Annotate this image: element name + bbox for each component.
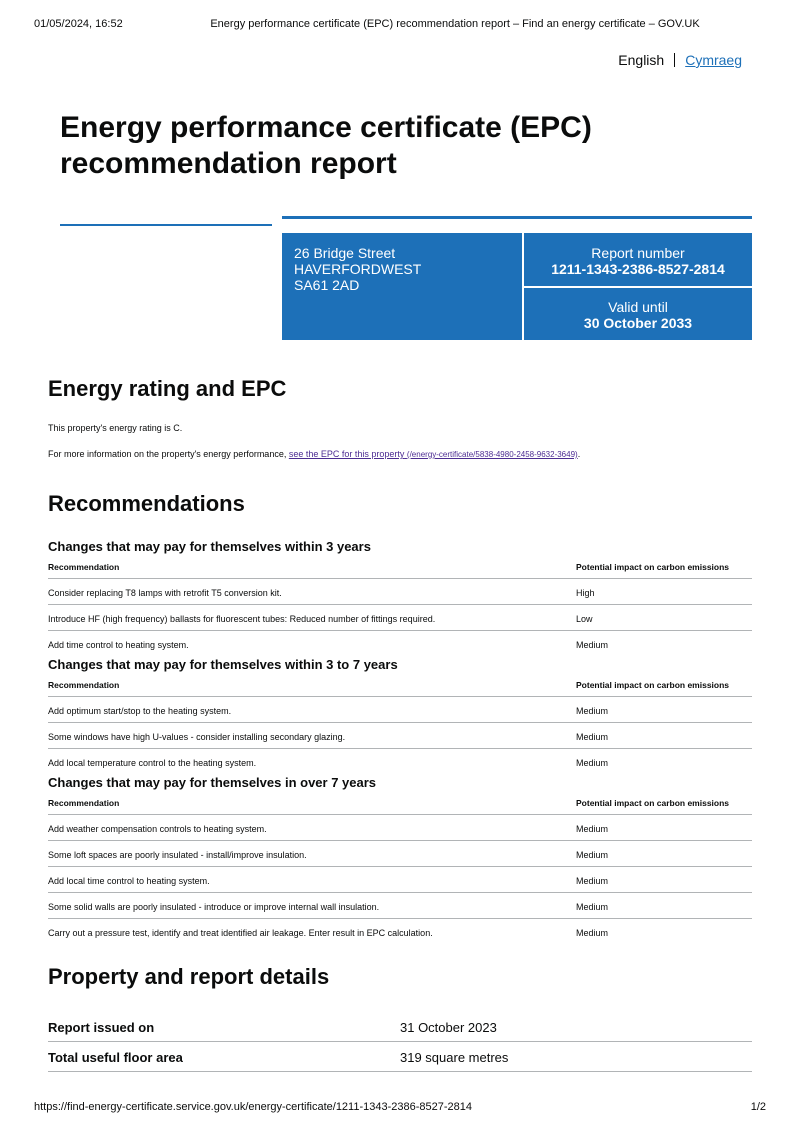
details-label: Total useful floor area bbox=[48, 1050, 183, 1065]
energy-more-info bbox=[48, 448, 580, 461]
epc-link[interactable] bbox=[289, 449, 578, 459]
recommendations-table-over-7-years bbox=[48, 792, 752, 944]
group-title-3-to-7-years: Changes that may pay for themselves within 3 to 7 years bbox=[48, 657, 398, 672]
more-info-suffix: . bbox=[577, 449, 581, 459]
column-header-impact: Potential impact on carbon emissions bbox=[576, 562, 730, 572]
details-value: 319 square metres bbox=[400, 1050, 509, 1065]
impact-value: Medium bbox=[576, 824, 609, 834]
impact-value: Medium bbox=[576, 640, 609, 650]
recommendation-text: Add local temperature control to the heating system. bbox=[48, 758, 257, 768]
valid-until-date: 30 October 2033 bbox=[583, 315, 693, 331]
address-line-3: SA61 2AD bbox=[294, 277, 360, 293]
recommendation-text: Add local time control to heating system. bbox=[48, 876, 210, 886]
epc-link-text: see the EPC for this property bbox=[288, 449, 405, 459]
table-row bbox=[48, 696, 752, 722]
recommendations-heading: Recommendations bbox=[48, 491, 245, 516]
valid-until-label: Valid until bbox=[608, 299, 668, 315]
table-row bbox=[48, 604, 752, 630]
column-header-impact: Potential impact on carbon emissions bbox=[576, 798, 730, 808]
table-row bbox=[48, 748, 752, 774]
table-row bbox=[48, 892, 752, 918]
details-value: 31 October 2023 bbox=[400, 1020, 497, 1035]
property-details-heading: Property and report details bbox=[48, 964, 330, 989]
recommendation-text: Consider replacing T8 lamps with retrofit T5 conversion kit. bbox=[48, 588, 282, 598]
epc-link-path: (/energy-certificate/5838-4980-2458-9632-3649) bbox=[406, 450, 578, 459]
property-address bbox=[294, 245, 421, 293]
report-number: 1211-1343-2386-8527-2814 bbox=[551, 261, 725, 277]
column-header-recommendation: Recommendation bbox=[48, 680, 120, 690]
details-label: Report issued on bbox=[48, 1020, 155, 1035]
summary-top-rule bbox=[282, 216, 752, 219]
certificate-summary-box bbox=[282, 233, 752, 340]
impact-value: Medium bbox=[576, 706, 609, 716]
impact-value: Medium bbox=[576, 928, 609, 938]
details-row bbox=[48, 1012, 752, 1042]
print-footer bbox=[34, 1101, 766, 1115]
language-divider bbox=[674, 53, 675, 67]
recommendation-text: Some loft spaces are poorly insulated - install/improve insulation. bbox=[48, 850, 307, 860]
recommendation-text: Carry out a pressure test, identify and treat identified air leakage. Enter result in EPC calculation. bbox=[48, 928, 433, 938]
group-title-over-7-years: Changes that may pay for themselves in over 7 years bbox=[48, 775, 377, 790]
impact-value: Medium bbox=[576, 902, 609, 912]
recommendation-text: Add time control to heating system. bbox=[48, 640, 189, 650]
language-switcher bbox=[618, 52, 742, 68]
print-timestamp: 01/05/2024, 16:52 bbox=[34, 18, 123, 30]
property-details-list bbox=[48, 1012, 752, 1072]
recommendation-text: Some windows have high U-values - consider installing secondary glazing. bbox=[48, 732, 346, 742]
table-row bbox=[48, 722, 752, 748]
impact-value: Medium bbox=[576, 850, 609, 860]
print-header bbox=[34, 18, 766, 32]
recommendation-text: Some solid walls are poorly insulated - introduce or improve internal wall insulation. bbox=[48, 902, 380, 912]
column-header-recommendation: Recommendation bbox=[48, 562, 120, 572]
print-page-number: 1/2 bbox=[750, 1101, 766, 1113]
page-title: Energy performance certificate (EPC) recommendation report bbox=[60, 111, 592, 180]
impact-value: High bbox=[576, 588, 595, 598]
table-header bbox=[48, 674, 752, 696]
valid-until-cell bbox=[524, 299, 752, 331]
table-row bbox=[48, 866, 752, 892]
table-row bbox=[48, 814, 752, 840]
recommendation-text: Add weather compensation controls to heating system. bbox=[48, 824, 267, 834]
table-header bbox=[48, 792, 752, 814]
print-url: https://find-energy-certificate.service.gov.uk/energy-certificate/1211-1343-2386-8527-2814 bbox=[34, 1101, 473, 1113]
impact-value: Medium bbox=[576, 732, 609, 742]
group-title-within-3-years: Changes that may pay for themselves within 3 years bbox=[48, 539, 371, 554]
column-header-recommendation: Recommendation bbox=[48, 798, 120, 808]
more-info-prefix: For more information on the property's energy performance, bbox=[48, 449, 289, 459]
details-row bbox=[48, 1042, 752, 1072]
summary-divider-horizontal bbox=[524, 286, 752, 288]
address-line-1: 26 Bridge Street bbox=[294, 245, 396, 261]
title-underline bbox=[60, 224, 272, 226]
impact-value: Medium bbox=[576, 876, 609, 886]
address-line-2: HAVERFORDWEST bbox=[294, 261, 422, 277]
table-row bbox=[48, 918, 752, 944]
language-link-cymraeg[interactable]: Cymraeg bbox=[685, 52, 742, 68]
recommendation-text: Introduce HF (high frequency) ballasts for fluorescent tubes: Reduced number of fittings required. bbox=[48, 614, 436, 624]
table-header bbox=[48, 556, 752, 578]
table-row bbox=[48, 630, 752, 656]
recommendation-text: Add optimum start/stop to the heating system. bbox=[48, 706, 232, 716]
column-header-impact: Potential impact on carbon emissions bbox=[576, 680, 730, 690]
impact-value: Medium bbox=[576, 758, 609, 768]
energy-rating-text: This property's energy rating is C. bbox=[48, 423, 183, 433]
recommendations-table-within-3-years bbox=[48, 556, 752, 656]
recommendations-table-3-to-7-years bbox=[48, 674, 752, 774]
table-row bbox=[48, 578, 752, 604]
impact-value: Low bbox=[576, 614, 593, 624]
report-number-label: Report number bbox=[591, 245, 685, 261]
table-row bbox=[48, 840, 752, 866]
print-document-title: Energy performance certificate (EPC) recommendation report – Find an energy certificate – GOV.UK bbox=[210, 18, 700, 30]
language-current: English bbox=[618, 52, 665, 68]
report-number-cell bbox=[524, 245, 752, 277]
energy-rating-heading: Energy rating and EPC bbox=[48, 376, 287, 401]
